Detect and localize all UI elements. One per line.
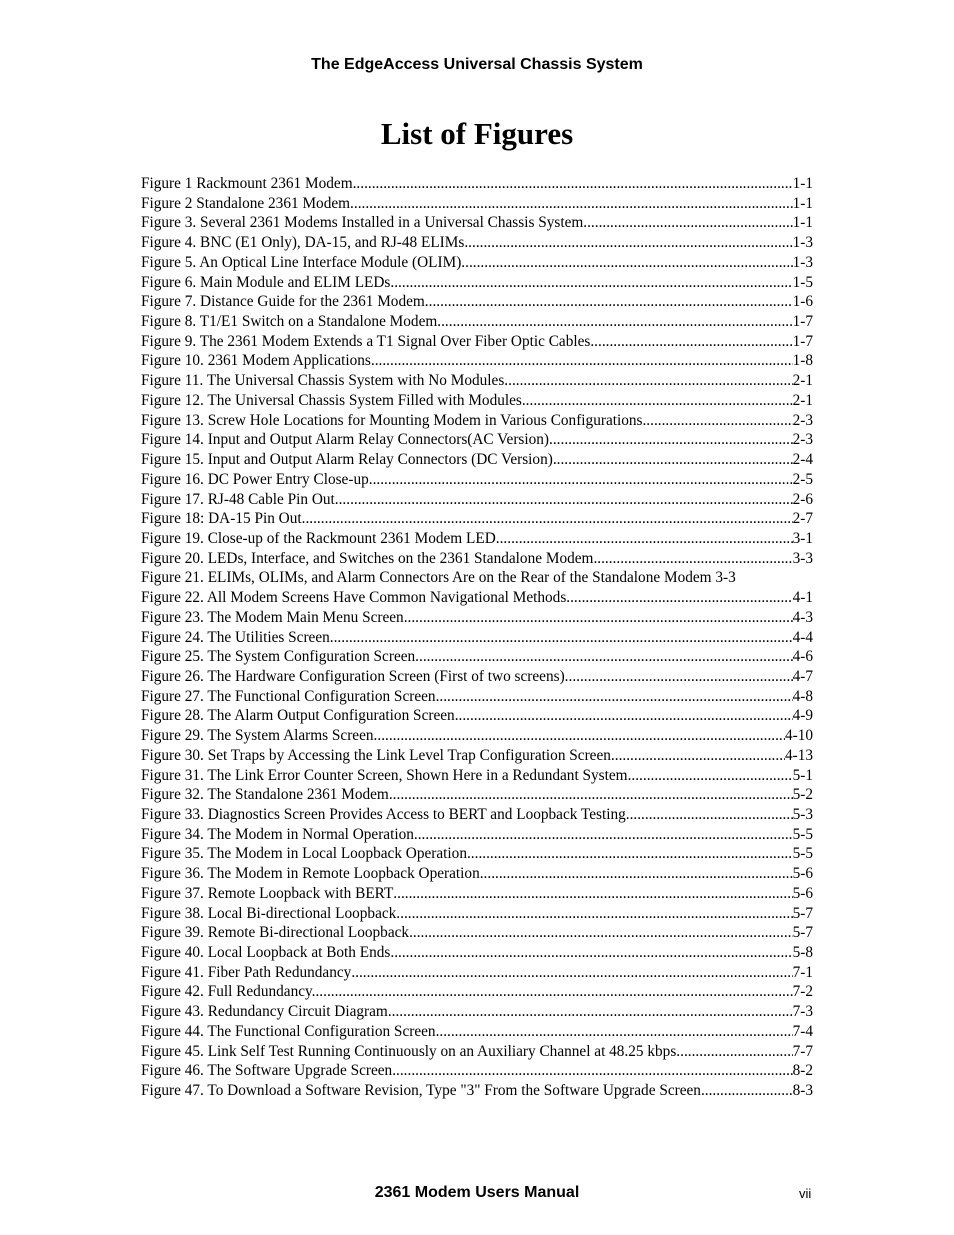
figure-title: Figure 34. The Modem in Normal Operation [141, 825, 414, 843]
figure-entry[interactable] [141, 430, 813, 450]
dot-leader [390, 273, 792, 293]
figure-page-number: 7-3 [792, 1003, 813, 1021]
figure-entry[interactable] [141, 292, 813, 312]
figure-title: Figure 44. The Functional Configuration Screen [141, 1022, 436, 1040]
figure-page-number: 1-7 [792, 313, 813, 331]
figure-entry[interactable] [141, 943, 813, 963]
figure-entry[interactable] [141, 1002, 813, 1022]
figure-page-number: 5-8 [792, 944, 813, 962]
figure-entry[interactable] [141, 568, 813, 588]
figure-entry[interactable] [141, 726, 813, 746]
dot-leader [414, 825, 793, 845]
dot-leader [305, 509, 792, 529]
figure-page-number: 5-3 [792, 806, 813, 823]
figure-page-number: 3-3 [715, 569, 736, 587]
figure-page-number: 5-2 [792, 786, 813, 804]
figure-page-number: 1-1 [792, 175, 813, 192]
figure-title: Figure 32. The Standalone 2361 Modem. [141, 786, 393, 804]
figure-title: Figure 43. Redundancy Circuit Diagram [141, 1003, 388, 1021]
figure-title: Figure 25. The System Configuration Screen [141, 648, 416, 666]
figure-page-number: 2-1 [792, 372, 813, 390]
figure-entry[interactable] [141, 332, 813, 352]
figure-title: Figure 35. The Modem in Local Loopback Operation [141, 845, 467, 863]
figure-entry[interactable] [141, 273, 813, 293]
figure-page-number: 1-1 [792, 194, 813, 212]
figure-title: Figure 36. The Modem in Remote Loopback Operation [141, 865, 480, 883]
figure-page-number: 4-4 [792, 628, 813, 646]
figure-title: Figure 7. Distance Guide for the 2361 Modem [141, 293, 425, 311]
dot-leader [339, 490, 793, 510]
figure-title: Figure 4. BNC (E1 Only), DA-15, and RJ-48 ELIMs [141, 234, 465, 252]
figure-entry[interactable] [141, 1042, 813, 1062]
dot-leader [425, 292, 793, 312]
dot-leader [393, 884, 792, 904]
dot-leader [611, 746, 785, 766]
figure-page-number: 5-5 [792, 825, 813, 843]
figure-page-number: 4-8 [792, 687, 813, 705]
dot-leader [436, 1022, 793, 1042]
dot-leader [350, 194, 793, 214]
figure-page-number: 1-3 [792, 253, 813, 271]
figure-title: Figure 30. Set Traps by Accessing the Link Level Trap Configuration Screen [141, 746, 611, 764]
figure-entry[interactable] [141, 509, 813, 529]
figure-page-number: 2-6 [792, 490, 813, 508]
figure-page-number: 5-1 [792, 766, 813, 784]
dot-leader [496, 529, 793, 549]
dot-leader [461, 253, 792, 273]
figure-page-number: 2-3 [792, 411, 813, 429]
figure-title: Figure 14. Input and Output Alarm Relay Connectors(AC Version) [141, 431, 550, 449]
dot-leader [409, 923, 793, 943]
figure-page-number: 4-13 [784, 746, 813, 764]
figure-title: Figure 28. The Alarm Output Configuration Screen [141, 707, 455, 725]
figure-title: Figure 5. An Optical Line Interface Module (OLIM) [141, 253, 462, 271]
dot-leader [590, 332, 792, 352]
dot-leader [392, 1061, 792, 1081]
dot-leader [583, 213, 792, 233]
figure-title: Figure 19. Close-up of the Rackmount 2361 Modem LED [141, 529, 496, 547]
dot-leader [394, 943, 792, 963]
dot-leader [353, 174, 793, 194]
figure-entry[interactable] [141, 588, 813, 608]
figure-title: Figure 9. The 2361 Modem Extends a T1 Signal Over Fiber Optic Cables [141, 332, 591, 350]
figure-entry[interactable] [141, 1081, 813, 1101]
figure-title: Figure 46. The Software Upgrade Screen [141, 1062, 393, 1080]
figure-title: Figure 24. The Utilities Screen [141, 628, 330, 646]
figure-entry[interactable] [141, 1061, 813, 1081]
figure-title: Figure 40. Local Loopback at Both Ends. [141, 944, 395, 962]
figure-page-number: 4-7 [792, 667, 813, 685]
dot-leader [676, 1042, 792, 1062]
figure-entry[interactable] [141, 549, 813, 569]
figure-page-number: 2-3 [792, 431, 813, 449]
figure-page-number: 2-4 [792, 451, 813, 469]
dot-leader [628, 766, 793, 786]
dot-leader [396, 904, 792, 924]
figure-entry[interactable] [141, 411, 813, 431]
figure-entry[interactable] [141, 923, 813, 943]
figure-title: Figure 16. DC Power Entry Close-up [141, 470, 369, 488]
figure-entry[interactable] [141, 391, 813, 411]
dot-leader [480, 864, 793, 884]
figure-title: Figure 1 Rackmount 2361 Modem [141, 175, 353, 192]
figure-entry[interactable] [141, 450, 813, 470]
figure-page-number: 1-6 [792, 293, 813, 311]
figure-page-number: 5-6 [792, 884, 813, 902]
figure-page-number: 1-8 [792, 352, 813, 370]
figure-title: Figure 10. 2361 Modem Applications [141, 352, 371, 370]
figure-entry[interactable] [141, 529, 813, 549]
dot-leader [549, 430, 793, 450]
dot-leader [553, 450, 793, 470]
dot-leader [566, 588, 792, 608]
figure-title: Figure 37. Remote Loopback with BERT [141, 884, 394, 902]
figure-entry[interactable] [141, 1022, 813, 1042]
dot-leader [626, 805, 793, 825]
figure-entry[interactable] [141, 253, 813, 273]
figure-entry[interactable] [141, 844, 813, 864]
figure-entry[interactable] [141, 194, 813, 214]
figure-page-number: 7-7 [792, 1042, 813, 1060]
figure-title: Figure 39. Remote Bi-directional Loopback [141, 924, 410, 942]
figure-page-number: 1-1 [792, 214, 813, 232]
figure-entry[interactable] [141, 805, 813, 825]
figure-title: Figure 21. ELIMs, OLIMs, and Alarm Connectors Are on the Rear of the Standalone Modem [141, 569, 712, 587]
figure-entry[interactable] [141, 470, 813, 490]
figure-title: Figure 38. Local Bi-directional Loopback [141, 904, 397, 922]
figure-title: Figure 22. All Modem Screens Have Common Navigational Methods [141, 589, 567, 607]
figure-entry[interactable] [141, 312, 813, 332]
figure-page-number: 7-1 [792, 963, 813, 981]
page-number: vii [799, 1186, 812, 1201]
figure-entry[interactable] [141, 647, 813, 667]
figure-entry[interactable] [141, 825, 813, 845]
figure-entry[interactable] [141, 351, 813, 371]
dot-leader [455, 706, 793, 726]
figure-title: Figure 23. The Modem Main Menu Screen [141, 608, 404, 626]
figure-title: Figure 13. Screw Hole Locations for Mounting Modem in Various Configurations [141, 411, 643, 429]
figure-page-number: 5-7 [792, 924, 813, 942]
figure-title: Figure 29. The System Alarms Screen [141, 727, 374, 745]
figure-title: Figure 15. Input and Output Alarm Relay Connectors (DC Version) [141, 451, 553, 469]
figure-page-number: 2-5 [792, 470, 813, 488]
figure-title: Figure 45. Link Self Test Running Continuously on an Auxiliary Channel at 48.25 kbps [141, 1042, 677, 1060]
figure-page-number: 3-3 [792, 549, 813, 567]
figure-title: Figure 26. The Hardware Configuration Screen (First of two screens) [141, 667, 565, 685]
figure-page-number: 8-3 [792, 1082, 813, 1100]
figure-page-number: 1-5 [792, 273, 813, 291]
dot-leader [371, 351, 793, 371]
dot-leader [388, 1002, 793, 1022]
page-header: The EdgeAccess Universal Chassis System [311, 56, 643, 73]
dot-leader [522, 391, 793, 411]
figure-title: Figure 8. T1/E1 Switch on a Standalone Modem [141, 313, 438, 331]
figure-entry[interactable] [141, 667, 813, 687]
figure-title: Figure 11. The Universal Chassis System with No Modules [141, 372, 505, 390]
figure-page-number: 1-7 [792, 332, 813, 350]
dot-leader [374, 726, 785, 746]
figure-page-number: 7-2 [792, 983, 813, 1001]
dot-leader [565, 667, 793, 687]
figure-entry[interactable] [141, 706, 813, 726]
figure-entry[interactable] [141, 746, 813, 766]
figure-entry[interactable] [141, 608, 813, 628]
figure-title: Figure 3. Several 2361 Modems Installed in a Universal Chassis System [141, 214, 584, 232]
figure-entry[interactable] [141, 687, 813, 707]
figure-title: Figure 47. To Download a Software Revision, Type "3" From the Software Upgrade Screen [141, 1082, 701, 1100]
figure-entry[interactable] [141, 628, 813, 648]
dot-leader [593, 549, 792, 569]
figure-page-number: 4-3 [792, 608, 813, 626]
dot-leader [436, 687, 793, 707]
figure-entry[interactable] [141, 982, 813, 1002]
figure-entry[interactable] [141, 213, 813, 233]
figure-page-number: 4-9 [792, 707, 813, 725]
figure-title: Figure 6. Main Module and ELIM LEDs [141, 273, 391, 291]
figure-list [141, 174, 813, 1101]
figure-entry[interactable] [141, 963, 813, 983]
figure-page-number: 4-10 [784, 727, 813, 745]
figure-page-number: 5-6 [792, 865, 813, 883]
dot-leader [467, 844, 793, 864]
figure-entry[interactable] [141, 174, 813, 194]
figure-page-number: 2-7 [792, 510, 813, 528]
figure-title: Figure 18: DA-15 Pin Out. [141, 510, 306, 528]
figure-page-number: 3-1 [792, 529, 813, 547]
dot-leader [437, 312, 792, 332]
dot-leader [369, 470, 793, 490]
dot-leader [701, 1081, 793, 1101]
figure-page-number: 5-7 [792, 904, 813, 922]
figure-entry[interactable] [141, 371, 813, 391]
figure-entry[interactable] [141, 766, 813, 786]
figure-title: Figure 2 Standalone 2361 Modem [141, 194, 351, 212]
dot-leader [642, 411, 792, 431]
figure-title: Figure 17. RJ-48 Cable Pin Out. [141, 490, 339, 508]
figure-entry[interactable] [141, 490, 813, 510]
dot-leader [330, 628, 793, 648]
dot-leader [415, 647, 792, 667]
page-title: List of Figures [380, 116, 574, 151]
figure-entry[interactable] [141, 884, 813, 904]
dot-leader [504, 371, 792, 391]
dot-leader [351, 963, 792, 983]
dot-leader [315, 982, 792, 1002]
figure-page-number: 4-6 [792, 648, 813, 666]
figure-title: Figure 42. Full Redundancy. [141, 983, 316, 1001]
figure-page-number: 1-3 [792, 234, 813, 252]
figure-entry[interactable] [141, 904, 813, 924]
figure-title: Figure 20. LEDs, Interface, and Switches on the 2361 Standalone Modem [141, 549, 594, 567]
page-footer: 2361 Modem Users Manual [374, 1184, 580, 1201]
dot-leader [404, 608, 793, 628]
figure-title: Figure 27. The Functional Configuration Screen [141, 687, 436, 705]
figure-title: Figure 33. Diagnostics Screen Provides Access to BERT and Loopback Testing [141, 806, 626, 823]
dot-leader [393, 785, 793, 805]
figure-title: Figure 41. Fiber Path Redundancy [141, 963, 352, 981]
figure-page-number: 4-1 [792, 589, 813, 607]
figure-title: Figure 31. The Link Error Counter Screen, Shown Here in a Redundant System [141, 766, 628, 784]
figure-entry[interactable] [141, 864, 813, 884]
dot-leader [464, 233, 792, 253]
figure-entry[interactable] [141, 785, 813, 805]
figure-page-number: 2-1 [792, 391, 813, 409]
figure-page-number: 7-4 [792, 1022, 813, 1040]
figure-entry[interactable] [141, 233, 813, 253]
figure-title: Figure 12. The Universal Chassis System Filled with Modules [141, 391, 522, 409]
figure-page-number: 8-2 [792, 1062, 813, 1080]
figure-page-number: 5-5 [792, 845, 813, 863]
